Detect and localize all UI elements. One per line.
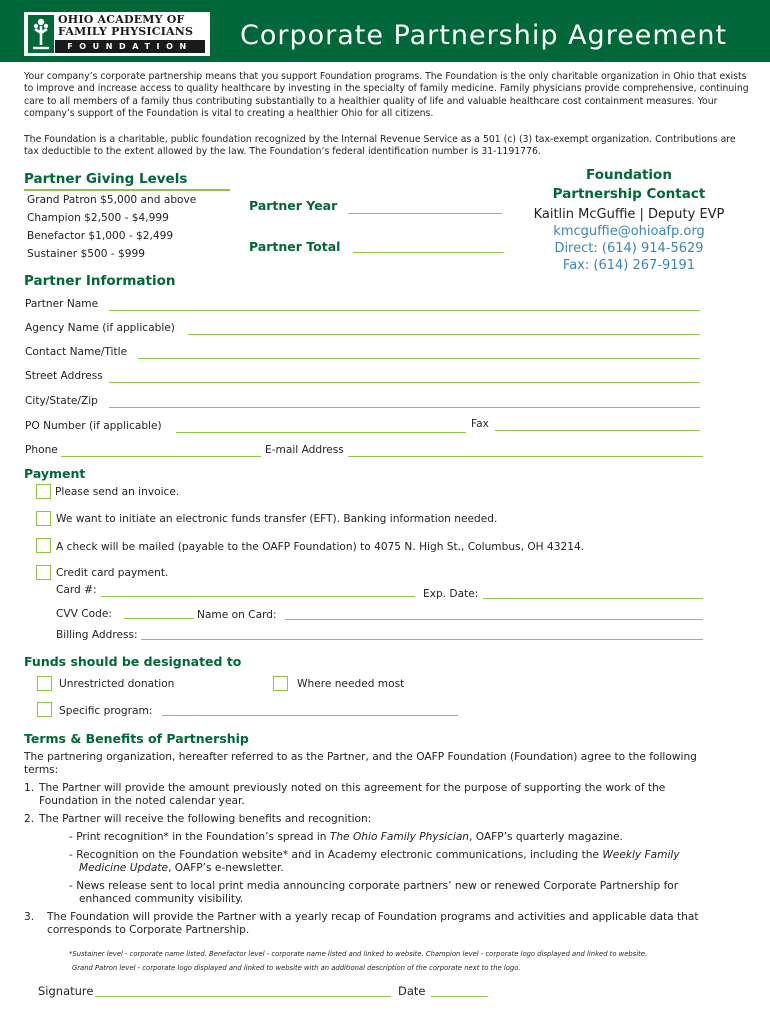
contact-fax: Fax: (614) 267-9191 (562, 258, 696, 273)
contact-heading-1: Foundation (586, 167, 672, 183)
partner-total-input[interactable] (353, 252, 504, 253)
contact-email-link[interactable]: kmcguffie@ohioafp.org (553, 224, 705, 239)
agency-name-label: Agency Name (if applicable) (25, 322, 175, 334)
name-on-card-input[interactable] (285, 619, 703, 620)
term-3-text: The Foundation will provide the Partner with a yearly recap of Foundation programs and activities and applicable data that corresponds to Corporate Partnership. (47, 911, 699, 936)
specific-program-checkbox[interactable] (37, 702, 52, 717)
benefit-website-post: , OAFP’s e-newsletter. (168, 862, 284, 874)
specific-program-label: Specific program: (59, 705, 153, 717)
terms-heading: Terms & Benefits of Partnership (24, 731, 249, 746)
fax-label: Fax (471, 418, 489, 430)
where-needed-checkbox[interactable] (273, 676, 288, 691)
credit-card-checkbox[interactable] (36, 565, 51, 580)
phone-input[interactable] (61, 456, 261, 457)
city-state-zip-label: City/State/Zip (25, 395, 98, 407)
contact-name: Kaitlin McGuffie | Deputy EVP (533, 207, 725, 222)
date-label: Date (398, 984, 426, 998)
invoice-label: Please send an invoice. (55, 486, 180, 498)
benefit-website (69, 849, 719, 875)
partner-info-heading: Partner Information (24, 273, 176, 289)
phone-label: Phone (25, 444, 58, 456)
intro-paragraph-1: Your company’s corporate partnership means that you support Foundation programs. The Foundation is the only charitable organization in Ohio that exists to improve and increase access to quality healthcare by investing in the specialty of family medicine. Family physicians provide comprehensive, continuing care to all members of a family thus contributing substantially to a healthier quality of life and valuable healthcare cost containment measures. Your company’s support of the Foundation is vital to creating a healthier Ohio for all citizens. (24, 71, 749, 119)
name-on-card-label: Name on Card: (197, 609, 277, 621)
card-number-input[interactable] (101, 596, 415, 597)
partner-total-label: Partner Total (249, 239, 341, 254)
fax-input[interactable] (495, 430, 700, 431)
giving-levels-underline (24, 189, 230, 191)
partner-year-input[interactable] (348, 213, 502, 214)
credit-card-label: Credit card payment. (56, 567, 169, 579)
partner-name-input[interactable] (109, 310, 700, 311)
email-input[interactable] (348, 456, 703, 457)
family-tree-icon (28, 15, 54, 53)
signature-input[interactable] (95, 996, 391, 997)
term-1-number: 1. (24, 782, 35, 794)
contact-direct-phone: Direct: (614) 914-5629 (554, 241, 704, 256)
level-sustainer: Sustainer $500 - $999 (27, 248, 145, 260)
page-title: Corporate Partnership Agreement (240, 20, 728, 51)
term-3-number: 3. (24, 911, 35, 923)
benefit-print (69, 831, 719, 844)
payment-heading: Payment (24, 466, 86, 481)
eft-checkbox[interactable] (36, 511, 51, 526)
benefit-print-post: , OAFP’s quarterly magazine. (469, 831, 623, 843)
benefit-news-release: - News release sent to local print media announcing corporate partners’ new or renewed Corporate Partnership for enhanced community visibility. (69, 880, 679, 905)
giving-levels-heading: Partner Giving Levels (24, 171, 188, 187)
benefit-website-pre: - Recognition on the Foundation website* and in Academy electronic communications, including the (69, 849, 603, 861)
intro-paragraph-2: The Foundation is a charitable, public foundation recognized by the Internal Revenue Service as a 501 (c) (3) tax-exempt organization. Contributions are tax deductible to the extent allowed by the law. The Foundation’s federal identification number is 31-1191776. (24, 134, 736, 158)
po-number-label: PO Number (if applicable) (25, 420, 162, 432)
footnote-line-2: Grand Patron level - corporate logo displayed and linked to website with an additional description of the corporate next to the logo. (72, 964, 521, 972)
level-benefactor: Benefactor $1,000 - $2,499 (27, 230, 174, 242)
contact-heading-2: Partnership Contact (552, 186, 706, 202)
city-state-zip-input[interactable] (109, 407, 700, 408)
signature-label: Signature (38, 984, 94, 998)
exp-date-label: Exp. Date: (423, 588, 479, 600)
benefit-print-em: The Ohio Family Physician (329, 831, 470, 843)
street-address-label: Street Address (25, 370, 103, 382)
partner-name-label: Partner Name (25, 298, 99, 310)
specific-program-input[interactable] (162, 715, 458, 716)
term-2-text: The Partner will receive the following benefits and recognition: (39, 813, 372, 825)
invoice-checkbox[interactable] (36, 484, 51, 499)
email-label: E-mail Address (265, 444, 344, 456)
contact-name-label: Contact Name/Title (25, 346, 128, 358)
foundation-logo (24, 12, 210, 56)
funds-heading: Funds should be designated to (24, 654, 242, 669)
level-champion: Champion $2,500 - $4,999 (27, 212, 169, 224)
unrestricted-checkbox[interactable] (37, 676, 52, 691)
contact-name-input[interactable] (138, 358, 700, 359)
level-grand-patron: Grand Patron $5,000 and above (27, 194, 197, 206)
exp-date-input[interactable] (483, 598, 703, 599)
term-2-number: 2. (24, 813, 35, 825)
unrestricted-label: Unrestricted donation (59, 678, 175, 690)
card-number-label: Card #: (56, 584, 97, 596)
term-1-text: The Partner will provide the amount previously noted on this agreement for the purpose of supporting the work of the Foundation in the noted calendar year. (39, 782, 666, 807)
cvv-label: CVV Code: (56, 608, 112, 620)
cvv-input[interactable] (124, 618, 194, 619)
benefit-print-pre: - Print recognition* in the Foundation’s spread in (69, 831, 330, 843)
partner-year-label: Partner Year (249, 198, 338, 213)
where-needed-label: Where needed most (297, 678, 405, 690)
logo-line-2: FAMILY PHYSICIANS (58, 25, 194, 38)
logo-line-1: OHIO ACADEMY OF (58, 13, 185, 26)
check-checkbox[interactable] (36, 538, 51, 553)
street-address-input[interactable] (109, 382, 700, 383)
billing-address-label: Billing Address: (56, 629, 138, 641)
eft-label: We want to initiate an electronic funds transfer (EFT). Banking information needed. (56, 513, 498, 525)
check-label: A check will be mailed (payable to the OAFP Foundation) to 4075 N. High St., Columbus, OH 43214. (56, 541, 585, 553)
benefit-website-em: Weekly Family Medicine Update (79, 849, 680, 874)
logo-line-3: FOUNDATION (55, 40, 205, 53)
po-number-input[interactable] (176, 432, 466, 433)
foundation-contact (520, 166, 738, 274)
date-input[interactable] (431, 996, 488, 997)
billing-address-input[interactable] (141, 639, 703, 640)
footnote-line-1: *Sustainer level - corporate name listed. Benefactor level - corporate name listed and linked to website. Champion level - corporate logo displayed and linked to website. (69, 950, 648, 958)
terms-intro: The partnering organization, hereafter referred to as the Partner, and the OAFP Foundation (Foundation) agree to the following terms: (24, 751, 697, 776)
agency-name-input[interactable] (188, 334, 700, 335)
